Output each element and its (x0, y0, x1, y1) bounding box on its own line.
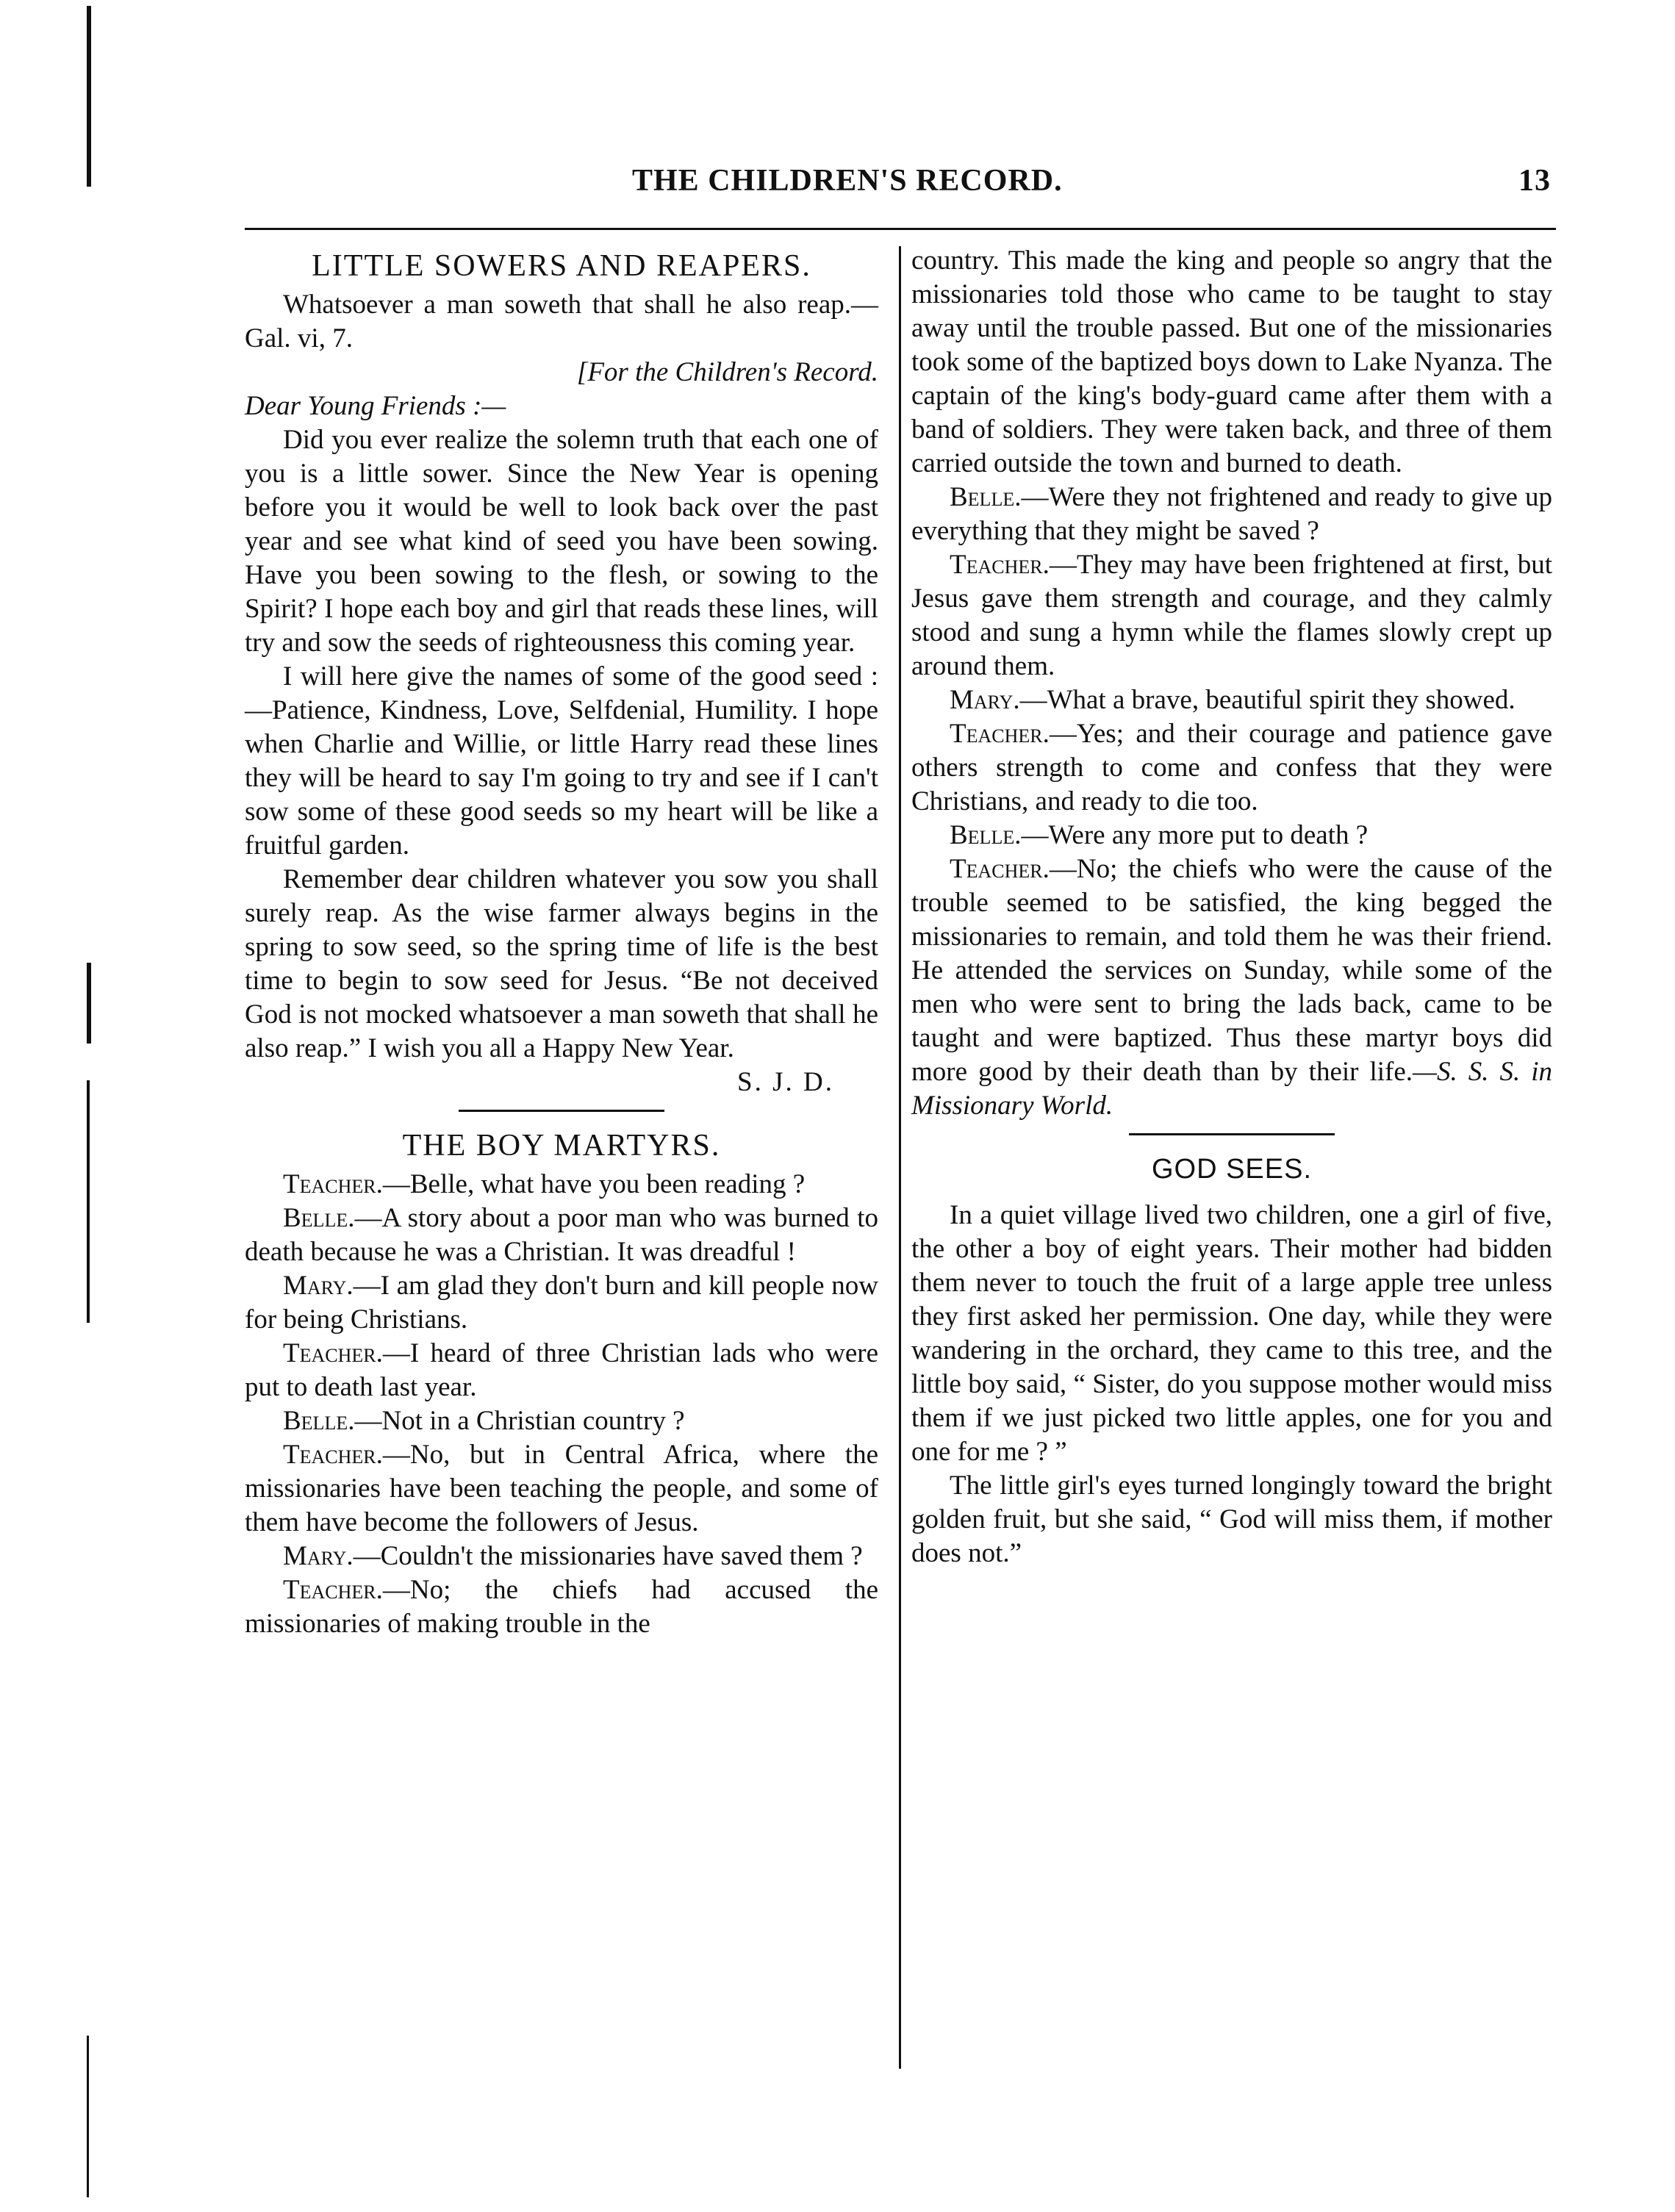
speaker: Teacher. (950, 550, 1050, 580)
speaker: Teacher. (950, 854, 1050, 884)
dialogue-text: —I heard of three Christian lads who were put to death last year. (245, 1338, 878, 1402)
dialogue-line (911, 819, 1552, 852)
header-rule (245, 228, 1556, 230)
dialogue-line (911, 717, 1552, 819)
publication-title: THE CHILDREN'S RECORD. (632, 164, 1063, 198)
dialogue-line (911, 852, 1552, 1123)
section-separator (459, 1110, 664, 1112)
dialogue-text: —No; the chiefs had accused the missionaries of making trouble in the (245, 1575, 878, 1639)
margin-mark (87, 963, 91, 1044)
margin-mark (87, 2036, 89, 2197)
dialogue-line (245, 1438, 878, 1540)
dialogue-text: —No; the chiefs who were the cause of the trouble seemed to be satisfied, the king begged the missionaries to remain, and told them he was their friend. He attended the services on Sunday, while some of the men who were sent to bring the lads back, came to be taught and were baptized. Thus these martyr boys did more good by their death than by their life. (911, 854, 1552, 1087)
speaker: Teacher. (283, 1169, 383, 1199)
article-title-god-sees: GOD SEES. (1151, 1154, 1313, 1185)
dialogue-text: —Belle, what have you been reading ? (382, 1169, 806, 1199)
paragraph: Did you ever realize the solemn truth that each one of you is a little sower. Since the New Year is opening before you it would be well to look back over the past year and see what kind of seed you have been sowing. Have you been sowing to the flesh, or sowing to the Spirit? I hope each boy and girl that reads these lines, will try and sow the seeds of righteousness this coming year. (245, 425, 878, 658)
paragraph: The little girl's eyes turned longingly toward the bright golden fruit, but she said, “ God will miss them, if mother does not.” (911, 1471, 1552, 1568)
speaker: Teacher. (283, 1440, 383, 1470)
paragraph: Remember dear children whatever you sow you shall surely reap. As the wise farmer always begins in the spring to sow seed, so the spring time of life is the best time to begin to sow seed for Jesus. “Be not deceived God is not mocked whatsoever a man soweth that shall he also reap.” I wish you all a Happy New Year. (245, 864, 878, 1063)
dialogue-text: —No, but in Central Africa, where the missionaries have been teaching the people, and some of them have become the followers of Jesus. (245, 1440, 878, 1537)
article-title-sowers: LITTLE SOWERS AND REAPERS. (312, 249, 811, 283)
speaker: Mary. (283, 1541, 354, 1571)
salutation: Dear Young Friends :— (245, 391, 506, 421)
dialogue-text: —Were they not frightened and ready to give up everything that they might be saved ? (911, 482, 1552, 546)
dialogue-line (245, 1168, 878, 1202)
dialogue-line (911, 683, 1552, 717)
dialogue-line (245, 1404, 878, 1438)
speaker: Belle. (950, 820, 1022, 850)
signature: S. J. D. (737, 1067, 834, 1097)
dialogue-text: —Not in a Christian country ? (354, 1406, 685, 1436)
article-title-martyrs: THE BOY MARTYRS. (402, 1129, 721, 1163)
dialogue-line (245, 1337, 878, 1404)
dialogue-text: —What a brave, beautiful spirit they showed. (1019, 685, 1516, 715)
dialogue-text: —A story about a poor man who was burned to death because he was a Christian. It was dreadful ! (245, 1203, 878, 1267)
paragraph: country. This made the king and people so angry that the missionaries told those who came to be taught to stay away until the trouble passed. But one of the missionaries took some of the baptized boys down to Lake Nyanza. The captain of the king's body-guard came after them with a band of soldiers. They were taken back, and three of them carried outside the town and burned to death. (911, 245, 1552, 478)
speaker: Belle. (950, 482, 1022, 512)
column-divider (899, 246, 901, 2069)
dialogue-line (245, 1269, 878, 1337)
speaker: Mary. (950, 685, 1020, 715)
left-column (245, 244, 878, 1641)
credit-line: [For the Children's Record. (576, 357, 878, 387)
paragraph: In a quiet village lived two children, one a girl of five, the other a boy of eight years. Their mother had bidden them never to touch the fruit of a large apple tree unless they first asked her permission. One day, while they were wandering in the orchard, they came to this tree, and the little boy said, “ Sister, do you suppose mother would miss them if we just picked two little apples, one for you and one for me ? ” (911, 1200, 1552, 1467)
section-separator (1129, 1133, 1335, 1135)
page-number: 13 (1518, 164, 1551, 198)
speaker: Teacher. (950, 719, 1050, 749)
dialogue-line (245, 1202, 878, 1269)
right-column (911, 244, 1552, 1570)
dialogue-line (911, 548, 1552, 683)
margin-mark (87, 1080, 90, 1323)
dialogue-line (245, 1540, 878, 1573)
dialogue-text: —Were any more put to death ? (1021, 820, 1369, 850)
speaker: Belle. (283, 1203, 355, 1233)
dialogue-text: —Couldn't the missionaries have saved them ? (353, 1541, 863, 1571)
paragraph: I will here give the names of some of the good seed :—Patience, Kindness, Love, Selfdenial, Humility. I hope when Charlie and Willie, or little Harry read these lines they will be heard to say I'm going to try and see if I can't sow some of these good seeds so my heart will be like a fruitful garden. (245, 661, 878, 861)
dialogue-text: —Yes; and their courage and patience gave others strength to come and confess that they were Christians, and ready to die too. (911, 719, 1552, 816)
source-attribution: —S. S. S. in Missionary World. (911, 1057, 1552, 1121)
speaker: Teacher. (283, 1575, 383, 1605)
dialogue-text: —I am glad they don't burn and kill people now for being Christians. (245, 1271, 878, 1335)
speaker: Belle. (283, 1406, 355, 1436)
binding-edge-mark (87, 6, 91, 187)
dialogue-text: —They may have been frightened at first, but Jesus gave them strength and courage, and they calmly stood and sung a hymn while the flames slowly crept up around them. (911, 550, 1552, 681)
dialogue-line (245, 1573, 878, 1641)
speaker: Mary. (283, 1271, 354, 1301)
speaker: Teacher. (283, 1338, 383, 1368)
dialogue-line (911, 481, 1552, 548)
epigraph: Whatsoever a man soweth that shall he also reap.—Gal. vi, 7. (245, 290, 878, 353)
